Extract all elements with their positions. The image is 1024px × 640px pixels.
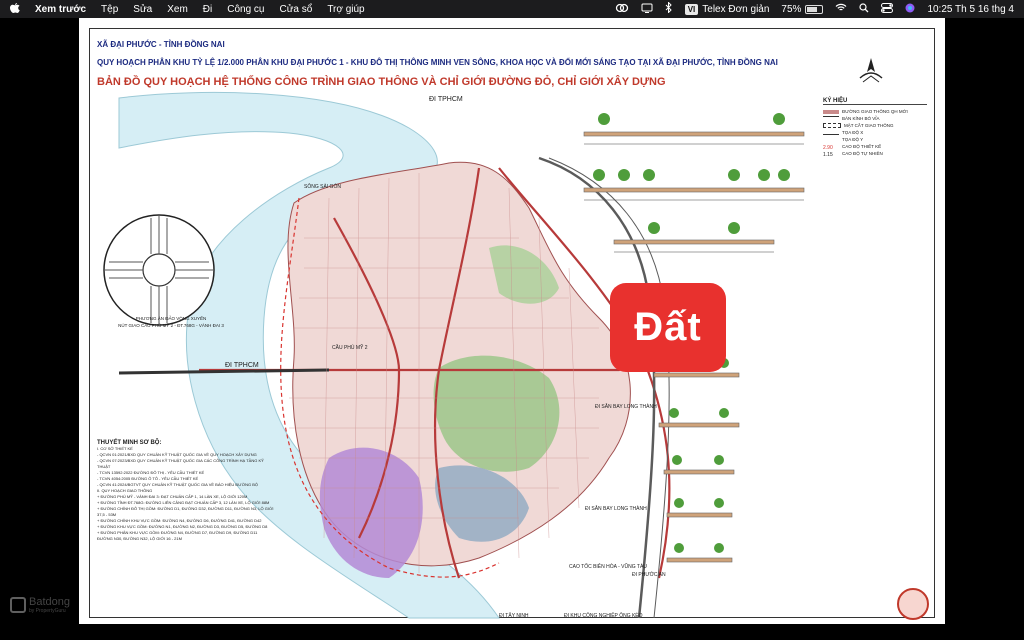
legend-row [823, 137, 927, 142]
legend-label: CAO ĐỘ THIẾT KẾ [842, 144, 882, 149]
label-phuoc-an: ĐI PHƯỚC AN [632, 572, 666, 578]
menu-window[interactable]: Cửa sổ [279, 3, 313, 15]
doc-title-map: BẢN ĐỒ QUY HOẠCH HỆ THỐNG CÔNG TRÌNH GIAO THÔNG VÀ CHỈ GIỚI ĐƯỜNG ĐỎ, CHỈ GIỚI XÂY DỰNG [97, 76, 666, 88]
legend-title: KÝ HIỆU [823, 98, 927, 105]
note-line: + ĐƯỜNG PHÚ MỸ - VÀNH ĐAI 3: ĐẠT CHUẨN CẤP 1, 14 LÀN XE, LỘ GIỚI 120M [97, 494, 248, 499]
batdongsan-watermark [10, 596, 70, 614]
note-line: - TCVN 4054:2005 ĐƯỜNG Ô TÔ - YÊU CẦU THIẾT KẾ [97, 476, 199, 481]
legend-swatch [823, 110, 839, 114]
note-line: - QCVN 07:2023/BXD QUY CHUẨN KỸ THUẬT QUỐC GIA CÁC CÔNG TRÌNH HẠ TẦNG KỸ THUẬT [97, 458, 264, 469]
legend-row [823, 109, 927, 114]
legend-value: 2.90 [823, 144, 833, 151]
explanatory-notes [97, 440, 277, 542]
legend-label: ĐƯỜNG GIAO THÔNG QH MỚI [842, 109, 908, 114]
battery-icon [805, 5, 823, 14]
menu-edit[interactable]: Sửa [133, 3, 153, 15]
note-line: + ĐƯỜNG KHU VỰC GỒM: ĐƯỜNG N1, ĐƯỜNG N2, ĐƯỜNG D3, ĐƯỜNG D5, ĐƯỜNG D8 [97, 524, 268, 529]
menu-file[interactable]: Tệp [101, 3, 119, 15]
map-legend [823, 98, 927, 158]
creative-cloud-icon[interactable] [615, 3, 629, 16]
bluetooth-icon[interactable] [665, 2, 673, 16]
roundabout-caption [101, 315, 241, 329]
battery-status[interactable] [781, 4, 823, 15]
menubar-clock[interactable]: 10:25 Th 5 16 thg 4 [927, 3, 1014, 15]
legend-label: BÁN KÍNH BÓ VỈA [842, 116, 880, 121]
legend-label: CAO ĐỘ TỰ NHIÊN [842, 151, 883, 156]
legend-swatch [823, 130, 839, 135]
roundabout-caption-sub: NÚT GIAO CẦU PHÚ MỸ 2 - ĐT.768G - VÀNH ĐAI 3 [118, 323, 224, 328]
legend-swatch [823, 116, 839, 121]
menu-bar [0, 0, 1024, 18]
watermark-sub: by PropertyGuru [29, 608, 66, 614]
doc-title-commune: XÃ ĐẠI PHƯỚC - TỈNH ĐỒNG NAI [97, 40, 225, 49]
legend-row [823, 130, 927, 135]
legend-label: MẶT CẮT GIAO THÔNG [844, 123, 894, 128]
input-method-menu[interactable] [685, 4, 770, 15]
label-phu-my-bridge: CẦU PHÚ MỸ 2 [332, 345, 368, 351]
note-line: - QCVN 01:2021/BXD QUY CHUẨN KỸ THUẬT QUỐC GIA VỀ QUY HOẠCH XÂY DỰNG [97, 452, 257, 457]
apple-icon[interactable] [10, 2, 20, 17]
legend-row [823, 116, 927, 121]
label-expressway: CAO TỐC BIÊN HÒA - VŨNG TÀU [569, 564, 647, 570]
dat-sign-badge [610, 283, 726, 372]
dat-sign-text: Đất [634, 305, 702, 349]
legend-swatch [823, 138, 839, 142]
menu-go[interactable]: Đi [202, 3, 213, 15]
label-airport-2: ĐI SÂN BAY LONG THÀNH [585, 506, 647, 512]
label-tay-ninh: ĐI TÂY NINH [499, 613, 529, 619]
label-to-hcm-west: ĐI TPHCM [225, 362, 259, 369]
legend-swatch [823, 123, 841, 128]
search-icon[interactable] [859, 3, 869, 16]
legend-label: TỌA ĐỘ Y [842, 137, 864, 142]
display-icon[interactable] [641, 3, 653, 16]
menu-view[interactable]: Xem [167, 3, 188, 15]
note-line: + ĐƯỜNG TỈNH ĐT.768G: ĐƯỜNG LIÊN CẢNG ĐẠT CHUẨN CẤP 3, 12 LÀN XE, LỘ GIỚI 88M [97, 500, 270, 505]
menu-help[interactable]: Trợ giúp [327, 3, 365, 15]
menu-tools[interactable]: Công cụ [227, 3, 265, 15]
label-to-hcm-north: ĐI TPHCM [429, 96, 463, 103]
legend-row [823, 151, 927, 156]
legend-value: 1.15 [823, 151, 833, 158]
note-line: I. CƠ SỞ THIẾT KẾ [97, 446, 133, 451]
notes-title: THUYẾT MINH SƠ BỘ: [97, 440, 162, 446]
note-line: + ĐƯỜNG PHÂN KHU VỰC GỒM: ĐƯỜNG N4, ĐƯỜNG D7, ĐƯỜNG D9, ĐƯỜNG D11 [97, 530, 258, 535]
label-river: SÔNG SÀI GÒN [304, 184, 341, 190]
note-line: - TCVN 13592:2022 ĐƯỜNG ĐÔ THỊ - YÊU CẦU THIẾT KẾ [97, 470, 205, 475]
watermark-logo-icon [10, 597, 26, 613]
label-ong-keo: ĐI KHU CÔNG NGHIỆP ÔNG KÈO [564, 613, 643, 619]
legend-row [823, 144, 927, 149]
battery-percent: 75% [781, 3, 802, 15]
wifi-icon[interactable] [835, 3, 847, 15]
map-document [79, 18, 945, 624]
note-line: + ĐƯỜNG CHÍNH KHU VỰC GỒM: ĐƯỜNG N4, ĐƯỜNG D6, ĐƯỜNG D41, ĐƯỜNG D42 [97, 518, 262, 523]
roundabout-caption-title: PHƯƠNG ÁN ĐẢO VÒNG XUYẾN [135, 316, 207, 321]
label-airport-1: ĐI SÂN BAY LONG THÀNH [595, 404, 657, 410]
note-line: II. QUY HOẠCH GIAO THÔNG [97, 488, 153, 493]
siri-icon[interactable] [905, 3, 915, 16]
note-line: + ĐƯỜNG CHÍNH ĐÔ THỊ GỒM: ĐƯỜNG D1, ĐƯỜNG D32, ĐƯỜNG D11, ĐƯỜNG N3, LỘ GIỚI 37,5 - 53M [97, 506, 274, 517]
legend-row [823, 123, 927, 128]
control-center-icon[interactable] [881, 3, 893, 16]
app-menu-preview[interactable]: Xem trước [35, 3, 87, 15]
doc-title-plan: QUY HOẠCH PHÂN KHU TỶ LỆ 1/2.000 PHÂN KHU ĐẠI PHƯỚC 1 - KHU ĐÔ THỊ THÔNG MINH VEN SÔNG, KHOA HỌC VÀ ĐỔI MỚI SÁNG TẠO TẠI XÃ ĐẠI PHƯỚC, TỈNH ĐỒNG NAI [97, 58, 778, 67]
watermark-brand: Batdong [29, 596, 70, 608]
input-method-badge: VI [685, 4, 699, 15]
legend-label: TỌA ĐỘ X [842, 130, 864, 135]
approval-stamp [897, 588, 929, 620]
note-line: ĐƯỜNG N30, ĐƯỜNG N32, LỘ GIỚI 16 - 21M [97, 536, 182, 541]
input-method-label: Telex Đơn giản [702, 3, 770, 15]
note-line: - QCVN 41:2024/BGTVT QUY CHUẨN KỸ THUẬT QUỐC GIA VỀ BÁO HIỆU ĐƯỜNG BỘ [97, 482, 259, 487]
